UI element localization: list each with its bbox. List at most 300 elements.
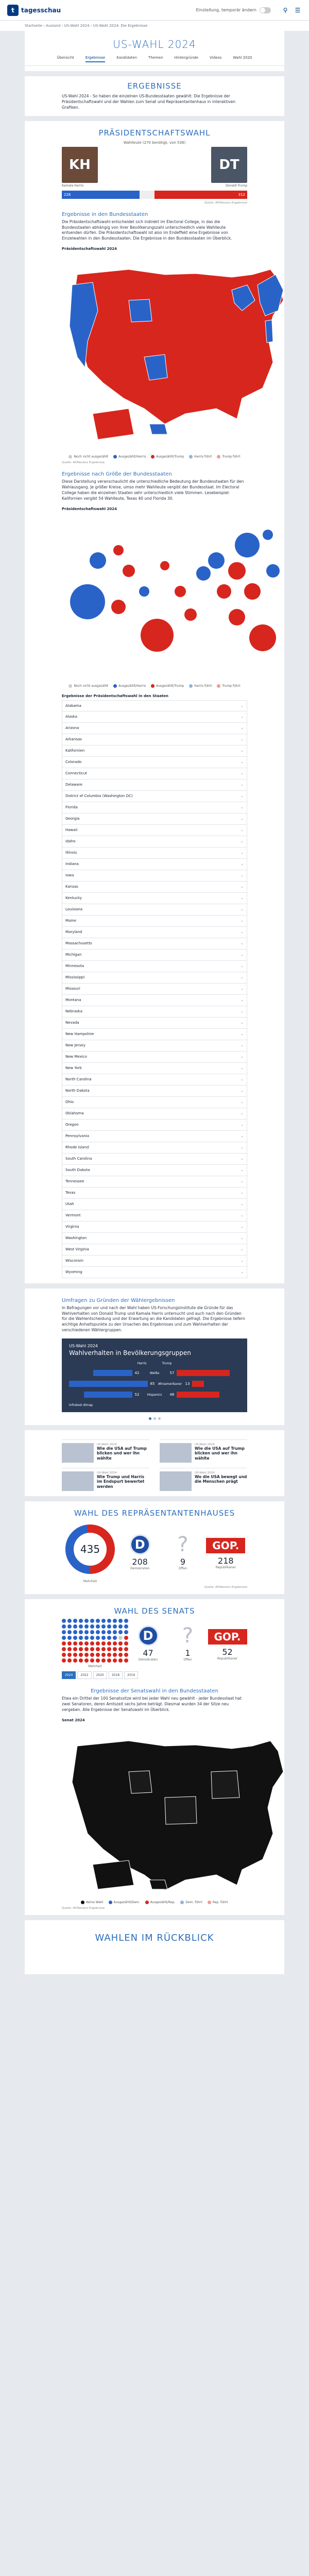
question-mark-icon: ? [182, 1624, 194, 1648]
senate-seat [79, 1653, 83, 1657]
poll-bar-left [93, 1370, 132, 1376]
state-name: Ohio [65, 1100, 74, 1105]
house-source: Quelle: AP/Reuters Ergebnisse [204, 1586, 247, 1589]
bubble-state[interactable] [217, 584, 231, 599]
senate-seat [84, 1641, 89, 1646]
results-title: ERGEBNISSE [127, 81, 182, 91]
state-accordion-row[interactable] [62, 950, 247, 961]
article-text [97, 1443, 149, 1463]
legend-label: Noch nicht ausgezählt [74, 684, 109, 688]
senate-seat [67, 1636, 72, 1640]
senate-seats [62, 1619, 128, 1668]
bubble-state[interactable] [123, 565, 135, 577]
senate-seat [73, 1653, 77, 1657]
state-accordion-row[interactable] [62, 1142, 247, 1154]
bubble-state[interactable] [208, 552, 225, 569]
chevron-down-icon: ⌄ [241, 851, 244, 855]
map-alaska[interactable] [93, 409, 134, 439]
map-virginia-dem[interactable] [265, 320, 273, 343]
senate-rep-label: Republikaner [217, 1657, 238, 1660]
state-accordion-row[interactable] [62, 1233, 247, 1244]
senate-states-text: Etwa ein Drittel der 100 Senatssitze wird bei jeder Wahl neu gewählt - jeder Bundesstaat hat zwei Senatoren, deren Amtszeit sechs Jahre beträgt. Diesmal wurden 34 der Sitze neu vergeben. Alle Ergebnisse der Senatswahl im Überblick. [62, 1696, 242, 1712]
pager-year[interactable]: 2024 [62, 1671, 76, 1679]
chevron-down-icon: ⌄ [241, 885, 244, 889]
theme-toggle[interactable] [260, 7, 271, 13]
state-accordion-row[interactable] [62, 870, 247, 882]
state-accordion-row[interactable] [62, 848, 247, 859]
state-accordion-row[interactable] [62, 938, 247, 950]
senate-seat [101, 1630, 106, 1634]
state-accordion-row[interactable] [62, 1267, 247, 1278]
electoral-bar-harris: 226 [62, 191, 140, 199]
poll-left-track [69, 1381, 148, 1387]
senate-seat [62, 1619, 66, 1623]
house-donut [62, 1521, 118, 1583]
search-icon[interactable]: ⚲ [283, 6, 288, 14]
state-accordion-row[interactable] [62, 1029, 247, 1040]
state-name: Alabama [65, 703, 81, 708]
tab-topics[interactable]: Themen [148, 56, 163, 60]
senate-seat [62, 1641, 66, 1646]
senate-legend [62, 1901, 247, 1904]
legend-item [151, 455, 184, 459]
house-open-label: Offen [178, 1566, 187, 1570]
state-accordion-row[interactable] [62, 1154, 247, 1165]
state-name: Oregon [65, 1123, 79, 1127]
polls-section [25, 1289, 284, 1425]
state-accordion-row[interactable] [62, 1165, 247, 1176]
poll-bar-left [84, 1392, 132, 1398]
carousel-dot[interactable] [158, 1417, 161, 1420]
legend-item [151, 684, 184, 688]
senate-seat [101, 1658, 106, 1663]
state-accordion-row[interactable] [62, 700, 247, 711]
state-accordion-row[interactable] [62, 1120, 247, 1131]
state-accordion-row[interactable] [62, 1006, 247, 1018]
state-accordion-row[interactable] [62, 791, 247, 802]
chevron-down-icon: ⌄ [241, 1247, 244, 1252]
bubble-state[interactable] [175, 586, 186, 597]
map2-legend [62, 684, 247, 688]
legend-swatch [217, 455, 220, 459]
senate-seat [113, 1619, 117, 1623]
article-thumbnail [160, 1471, 192, 1491]
senate-seat [90, 1641, 94, 1646]
chevron-down-icon: ⌄ [241, 749, 244, 753]
chevron-down-icon: ⌄ [241, 1259, 244, 1263]
poll-card-candidates [69, 1362, 240, 1365]
chevron-down-icon: ⌄ [241, 783, 244, 787]
state-accordion-row[interactable] [62, 1199, 247, 1210]
legend-label: Rep. führt [212, 1900, 228, 1904]
state-name: Maryland [65, 930, 82, 935]
tab-results[interactable]: Ergebnisse [85, 56, 105, 62]
map-hawaii[interactable] [149, 424, 167, 434]
state-name: Delaware [65, 783, 82, 787]
senate-seat [62, 1636, 66, 1640]
state-results-heading[interactable]: Ergebnisse in den Bundesstaaten [62, 211, 148, 217]
state-name: Indiana [65, 862, 79, 867]
state-accordion-row[interactable] [62, 927, 247, 938]
chevron-down-icon: ⌄ [241, 873, 244, 878]
chevron-down-icon: ⌄ [241, 1270, 244, 1275]
tab-candidates[interactable]: Kandidaten [116, 56, 138, 60]
state-accordion-row[interactable] [62, 904, 247, 916]
senate-map-state[interactable] [129, 1771, 152, 1793]
senate-seat [73, 1619, 77, 1623]
chevron-down-icon: ⌄ [241, 964, 244, 969]
article-text [195, 1443, 247, 1463]
senate-seat [62, 1658, 66, 1663]
senate-seat [84, 1636, 89, 1640]
pager-year[interactable]: 2018 [109, 1671, 123, 1679]
senate-seat [96, 1619, 100, 1623]
state-accordion-row[interactable] [62, 723, 247, 734]
state-accordion-row[interactable] [62, 711, 247, 723]
poll-right-value: 13 [185, 1382, 190, 1386]
state-name: Kansas [65, 885, 78, 889]
legend-label: Ausgezählt/Harris [118, 455, 146, 459]
state-accordion-row[interactable] [62, 802, 247, 814]
house-majority-label: Mehrheit [83, 1580, 97, 1583]
map-colorado-dem[interactable] [129, 299, 152, 322]
state-name: New York [65, 1066, 82, 1071]
state-accordion-row[interactable] [62, 734, 247, 745]
senate-seat [84, 1624, 89, 1629]
state-accordion-row[interactable] [62, 859, 247, 870]
state-accordion-row[interactable] [62, 972, 247, 984]
senate-seat [118, 1636, 123, 1640]
legend-swatch [145, 1901, 149, 1904]
senate-dem-label: Demokraten [138, 1658, 158, 1662]
senate-seat [118, 1619, 123, 1623]
state-name: Colorado [65, 760, 82, 765]
senate-seat [124, 1647, 128, 1651]
legend-label: Trump führt [222, 684, 241, 688]
senate-dem-num: 47 [143, 1648, 153, 1658]
legend-item [113, 684, 146, 688]
senate-seat [113, 1624, 117, 1629]
state-accordion-row[interactable] [62, 768, 247, 779]
state-accordion-row[interactable] [62, 814, 247, 825]
state-name: Arkansas [65, 737, 82, 742]
state-name: Vermont [65, 1213, 81, 1218]
poll-bar-left [69, 1381, 148, 1387]
poll-row [69, 1379, 240, 1388]
senate-seat [67, 1630, 72, 1634]
chevron-down-icon: ⌄ [241, 726, 244, 731]
senate-seat [79, 1636, 83, 1640]
legend-item [180, 1901, 202, 1904]
legend-label: Ausgezählt/Trump [156, 684, 184, 688]
bubble-state[interactable] [70, 584, 105, 619]
senate-seat [73, 1624, 77, 1629]
senate-seat [73, 1636, 77, 1640]
chevron-down-icon: ⌄ [241, 907, 244, 912]
menu-icon[interactable]: ☰ [295, 6, 301, 14]
state-name: Nebraska [65, 1009, 83, 1014]
bubble-state[interactable] [90, 552, 106, 569]
senate-seat [79, 1647, 83, 1651]
poll-row-label: Weiße [149, 1371, 160, 1375]
senate-seat [67, 1647, 72, 1651]
senate-rep-num: 52 [222, 1647, 233, 1657]
senate-row [62, 1619, 247, 1668]
state-accordion-row[interactable] [62, 1210, 247, 1222]
state-name: Wisconsin [65, 1259, 83, 1263]
bubble-map[interactable] [62, 514, 297, 679]
senate-seat [113, 1647, 117, 1651]
state-accordion-row[interactable] [62, 1052, 247, 1063]
senate-seat [107, 1653, 111, 1657]
bubble-state[interactable] [249, 624, 276, 651]
poll-row [69, 1390, 240, 1399]
breadcrumb[interactable]: Startseite › Ausland › US-Wahl 2024 › US-Wahl 2024: Die Ergebnisse [0, 21, 309, 31]
chevron-down-icon: ⌄ [241, 941, 244, 946]
chevron-down-icon: ⌄ [241, 998, 244, 1003]
senate-seat [124, 1658, 128, 1663]
chevron-down-icon: ⌄ [241, 1009, 244, 1014]
bubble-state[interactable] [266, 564, 280, 578]
candidate-trump [211, 147, 247, 188]
state-accordion-row[interactable] [62, 984, 247, 995]
state-accordion-row[interactable] [62, 961, 247, 972]
poll-card-kicker: US-Wahl 2024 [69, 1344, 98, 1348]
senate-seat [90, 1636, 94, 1640]
bubble-state[interactable] [263, 530, 273, 540]
senate-seat [73, 1641, 77, 1646]
senate-seat [113, 1641, 117, 1646]
state-accordion-row[interactable] [62, 1074, 247, 1086]
trump-name: Donald Trump [226, 183, 247, 188]
state-accordion-row[interactable] [62, 1086, 247, 1097]
house-open [161, 1534, 204, 1570]
state-size-heading[interactable]: Ergebnisse nach Größe der Bundesstaaten [62, 471, 172, 478]
legend-swatch [180, 1901, 184, 1904]
bubble-state[interactable] [184, 608, 197, 621]
senate-map-alaska[interactable] [93, 1860, 134, 1889]
state-accordion-row[interactable] [62, 745, 247, 757]
article-card[interactable] [160, 1439, 247, 1463]
poll-row-label: Afroamerikaner [158, 1382, 182, 1386]
senate-seat [107, 1641, 111, 1646]
legend-label: Ausgezählt/Rep. [150, 1900, 176, 1904]
legend-label: Harris führt [194, 684, 212, 688]
chevron-down-icon: ⌄ [241, 771, 244, 776]
legend-swatch [113, 684, 117, 688]
state-accordion-row[interactable] [62, 1244, 247, 1256]
chevron-down-icon: ⌄ [241, 953, 244, 957]
map1-label: Präsidentschaftswahl 2024 [62, 247, 117, 251]
poll-bar-right [192, 1381, 204, 1387]
senate-source: Quelle: AP/Reuters Ergebnisse [62, 1906, 105, 1910]
legend-label: Keine Wahl [86, 1900, 104, 1904]
senate-seat [118, 1653, 123, 1657]
toggle-label: Einstellung, temporär ändern [196, 8, 256, 12]
state-accordion-row[interactable] [62, 882, 247, 893]
bubble-state[interactable] [113, 545, 124, 555]
state-name: Arizona [65, 726, 79, 731]
state-accordion-row[interactable] [62, 779, 247, 791]
poll-row-label: Hispanics [147, 1393, 162, 1397]
legend-swatch [189, 455, 193, 459]
bubble-state[interactable] [196, 566, 211, 581]
senate-seat [118, 1630, 123, 1634]
chevron-down-icon: ⌄ [241, 1111, 244, 1116]
chevron-down-icon: ⌄ [241, 1066, 244, 1071]
poll-card[interactable] [62, 1338, 247, 1412]
article-card[interactable] [160, 1468, 247, 1491]
logo-mark-icon: t [7, 5, 19, 16]
article-card[interactable] [62, 1468, 149, 1491]
poll-left-track [69, 1370, 132, 1376]
chevron-down-icon: ⌄ [241, 760, 244, 765]
state-accordion-row[interactable] [62, 916, 247, 927]
state-accordion-row[interactable] [62, 1256, 247, 1267]
senate-seat [113, 1658, 117, 1663]
senate-map-state[interactable] [211, 1771, 239, 1799]
senate-states-heading[interactable]: Ergebnisse der Senatswahl in den Bundesstaaten [91, 1688, 218, 1694]
tab-overview[interactable]: Übersicht [57, 56, 74, 60]
senate-seat [84, 1619, 89, 1623]
senate-seat [90, 1658, 94, 1663]
state-accordion-row[interactable] [62, 1108, 247, 1120]
senate-seat [90, 1624, 94, 1629]
state-name: Illinois [65, 851, 77, 855]
pager-year[interactable]: 2020 [93, 1671, 107, 1679]
state-name: Tennessee [65, 1179, 84, 1184]
state-name: Kentucky [65, 896, 82, 901]
state-name: Washington [65, 1236, 87, 1241]
state-name: Iowa [65, 873, 74, 878]
legend-item [189, 684, 212, 688]
page-title: US-WAHL 2024 [113, 38, 196, 50]
us-map-senate[interactable] [62, 1725, 297, 1895]
state-name: Minnesota [65, 964, 84, 969]
poll-right-value: 46 [169, 1393, 175, 1397]
senate-seat [62, 1624, 66, 1629]
chevron-down-icon: ⌄ [241, 1021, 244, 1025]
logo-text: tagesschau [21, 6, 61, 14]
bubble-state[interactable] [139, 586, 149, 597]
chevron-down-icon: ⌄ [241, 1191, 244, 1195]
senate-seat [101, 1641, 106, 1646]
chevron-down-icon: ⌄ [241, 919, 244, 923]
senate-seat [107, 1630, 111, 1634]
state-accordion-row[interactable] [62, 1063, 247, 1074]
state-name: South Carolina [65, 1157, 92, 1161]
state-name: Idaho [65, 839, 76, 844]
state-accordion-row[interactable] [62, 1176, 247, 1188]
senate-rep [208, 1626, 247, 1660]
pager-year[interactable]: 2022 [77, 1671, 91, 1679]
senate-seat [118, 1647, 123, 1651]
state-accordion-row[interactable] [62, 893, 247, 904]
state-name: Hawaii [65, 828, 78, 833]
bubble-state[interactable] [235, 533, 260, 557]
bubble-state[interactable] [160, 561, 169, 570]
state-name: Kalifornien [65, 749, 85, 753]
article-cards [62, 1439, 247, 1491]
senate-seat [90, 1630, 94, 1634]
poll-carousel-dots [62, 1417, 247, 1420]
senate-seat [84, 1647, 89, 1651]
state-name: West Virginia [65, 1247, 89, 1252]
tab-videos[interactable]: Videos [210, 56, 222, 60]
us-map-presidential[interactable] [62, 254, 297, 450]
legend-swatch [189, 684, 193, 688]
chevron-down-icon: ⌄ [241, 1157, 244, 1161]
tab-election-2020[interactable]: Wahl 2020 [233, 56, 252, 60]
poll-bar-right [177, 1370, 230, 1376]
poll-row [69, 1368, 240, 1378]
senate-map-state[interactable] [165, 1797, 197, 1824]
senate-majority-label: Mehrheit [88, 1665, 102, 1668]
carousel-dot[interactable] [153, 1417, 156, 1420]
senate-seat [101, 1653, 106, 1657]
chevron-down-icon: ⌄ [241, 987, 244, 991]
poll-left-name: Harris [137, 1362, 147, 1365]
bubble-state[interactable] [111, 600, 126, 614]
state-accordion-row[interactable] [62, 1188, 247, 1199]
state-accordion-row[interactable] [62, 1222, 247, 1233]
poll-bar-right [177, 1392, 219, 1398]
senate-seat [73, 1630, 77, 1634]
logo[interactable] [7, 5, 61, 16]
polls-heading[interactable]: Umfragen zu Gründen der Wählergebnissen [62, 1297, 175, 1303]
state-accordion-row[interactable] [62, 1131, 247, 1142]
state-accordion-row[interactable] [62, 836, 247, 848]
tab-background[interactable]: Hintergründe [174, 56, 199, 60]
senate-seat [73, 1647, 77, 1651]
poll-rows [69, 1368, 240, 1399]
legend-label: Harris führt [194, 455, 212, 459]
bubble-state[interactable] [229, 609, 245, 625]
state-accordion-row[interactable] [62, 825, 247, 836]
house-row [62, 1521, 247, 1583]
state-accordion-row[interactable] [62, 757, 247, 768]
senate-seat [96, 1624, 100, 1629]
poll-left-track [69, 1392, 132, 1398]
article-card[interactable] [62, 1439, 149, 1463]
poll-right-track [192, 1381, 240, 1387]
chevron-down-icon: ⌄ [241, 1202, 244, 1207]
senate-seat [118, 1641, 123, 1646]
state-name: Wyoming [65, 1270, 82, 1275]
chevron-down-icon: ⌄ [241, 805, 244, 810]
state-accordion-row[interactable] [62, 1097, 247, 1108]
state-accordion-row[interactable] [62, 1040, 247, 1052]
bubble-state[interactable] [141, 619, 174, 652]
senate-seat [101, 1636, 106, 1640]
house-dem-num: 208 [132, 1556, 148, 1567]
state-name: Nevada [65, 1021, 79, 1025]
senate-seat [62, 1630, 66, 1634]
legend-item [68, 684, 108, 688]
state-accordion-row[interactable] [62, 1018, 247, 1029]
gop-logo-icon: GOP. [206, 1538, 245, 1553]
retrospective-title: WAHLEN IM RÜCKBLICK [95, 1932, 214, 1943]
bubble-state[interactable] [244, 583, 261, 600]
bubble-state[interactable] [228, 562, 246, 580]
legend-item [189, 455, 212, 459]
state-name: Oklahoma [65, 1111, 84, 1116]
senate-map-hawaii[interactable] [149, 1880, 167, 1889]
pager-year[interactable]: 2016 [124, 1671, 138, 1679]
legend-label: Trump führt [222, 455, 241, 459]
state-accordion-row[interactable] [62, 995, 247, 1006]
carousel-dot[interactable] [149, 1417, 151, 1420]
